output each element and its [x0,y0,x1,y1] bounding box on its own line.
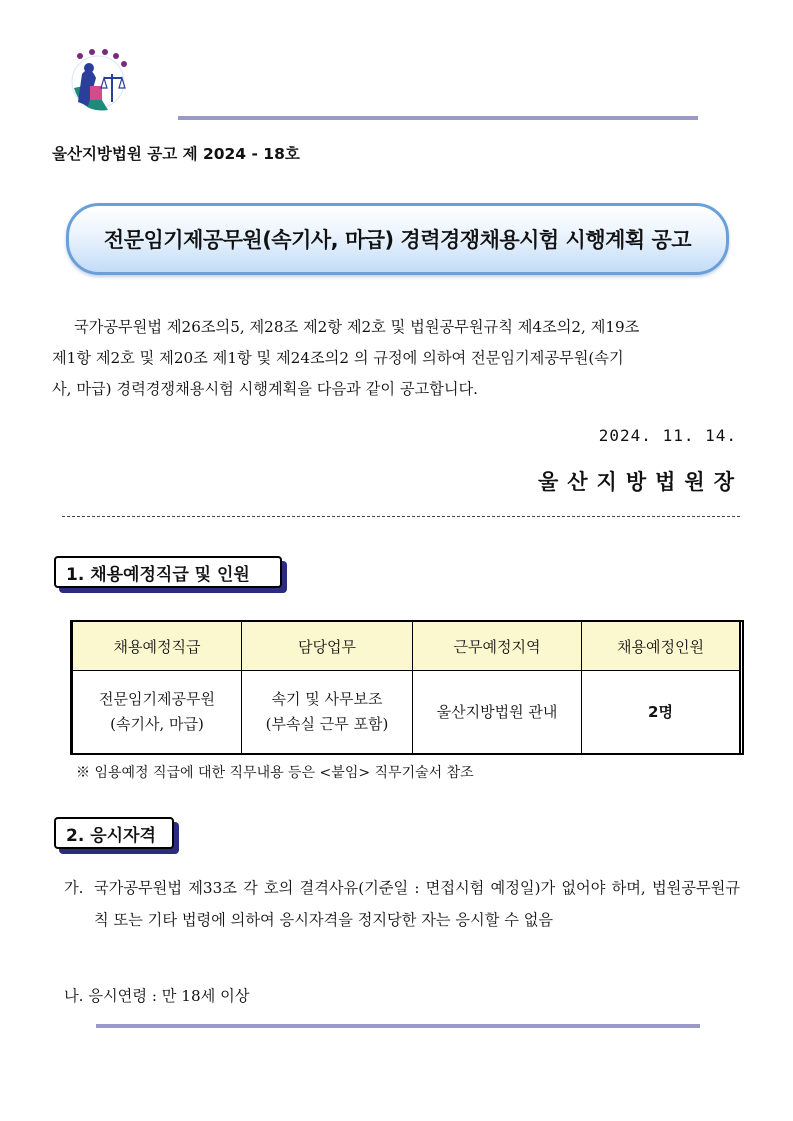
item-label: 나. [64,987,84,1005]
document-title: 전문임기제공무원(속기사, 마급) 경력경쟁채용시험 시행계획 공고 [103,228,692,252]
qualification-item-b [64,980,740,1012]
cell-grade-line2: (속기사, 마급) [110,715,204,733]
item-text: 응시연령 : 만 18세 이상 [88,987,250,1005]
table-row [72,671,740,754]
header-location: 근무예정지역 [413,622,582,671]
signer-title: 울산지방법원장 [537,470,743,494]
body-line: 제1항 제2호 및 제20조 제1항 및 제24조의2 의 규정에 의하여 전문임기제공무원(속기 [52,349,624,367]
body-line: 사, 마급) 경력경쟁채용시험 시행계획을 다음과 같이 공고합니다. [52,380,478,398]
cell-duty-line2: (부속실 근무 포함) [265,715,389,733]
dashed-divider [62,516,740,517]
title-banner [66,203,729,275]
table-note: ※ 임용예정 직급에 대한 직무내용 등은 <붙임> 직무기술서 참조 [76,765,474,781]
notice-number: 울산지방법원 공고 제 2024 - 18호 [52,145,300,163]
top-divider [178,116,698,120]
cell-duty-line1: 속기 및 사무보조 [271,690,383,708]
cell-location: 울산지방법원 관내 [413,671,582,754]
recruitment-table [71,621,741,754]
section1-heading: 1. 채용예정직급 및 인원 [54,556,282,588]
section2-heading: 2. 응시자격 [54,817,174,849]
cell-count: 2명 [582,671,741,754]
bottom-divider [96,1024,700,1028]
item-label: 가. [64,879,84,897]
body-line: 국가공무원법 제26조의5, 제28조 제2항 제2호 및 법원공무원규칙 제4조의2, 제19조 [74,318,640,336]
header-grade: 채용예정직급 [72,622,242,671]
court-emblem-logo [52,44,140,124]
table-header-row [72,622,740,671]
cell-grade-line1: 전문임기제공무원 [99,690,215,708]
cell-duty [242,671,413,754]
cell-grade [72,671,242,754]
header-duty: 담당업무 [242,622,413,671]
qualification-item-a [64,872,740,936]
header-count: 채용예정인원 [582,622,741,671]
item-text: 국가공무원법 제33조 각 호의 결격사유(기준일 : 면접시험 예정일)가 없어야 하며, 법원공무원규칙 또는 기타 법령에 의하여 응시자격을 정지당한 자는 응시할 수 없음 [94,879,740,929]
body-paragraph [52,312,742,405]
announcement-date: 2024. 11. 14. [598,426,737,445]
